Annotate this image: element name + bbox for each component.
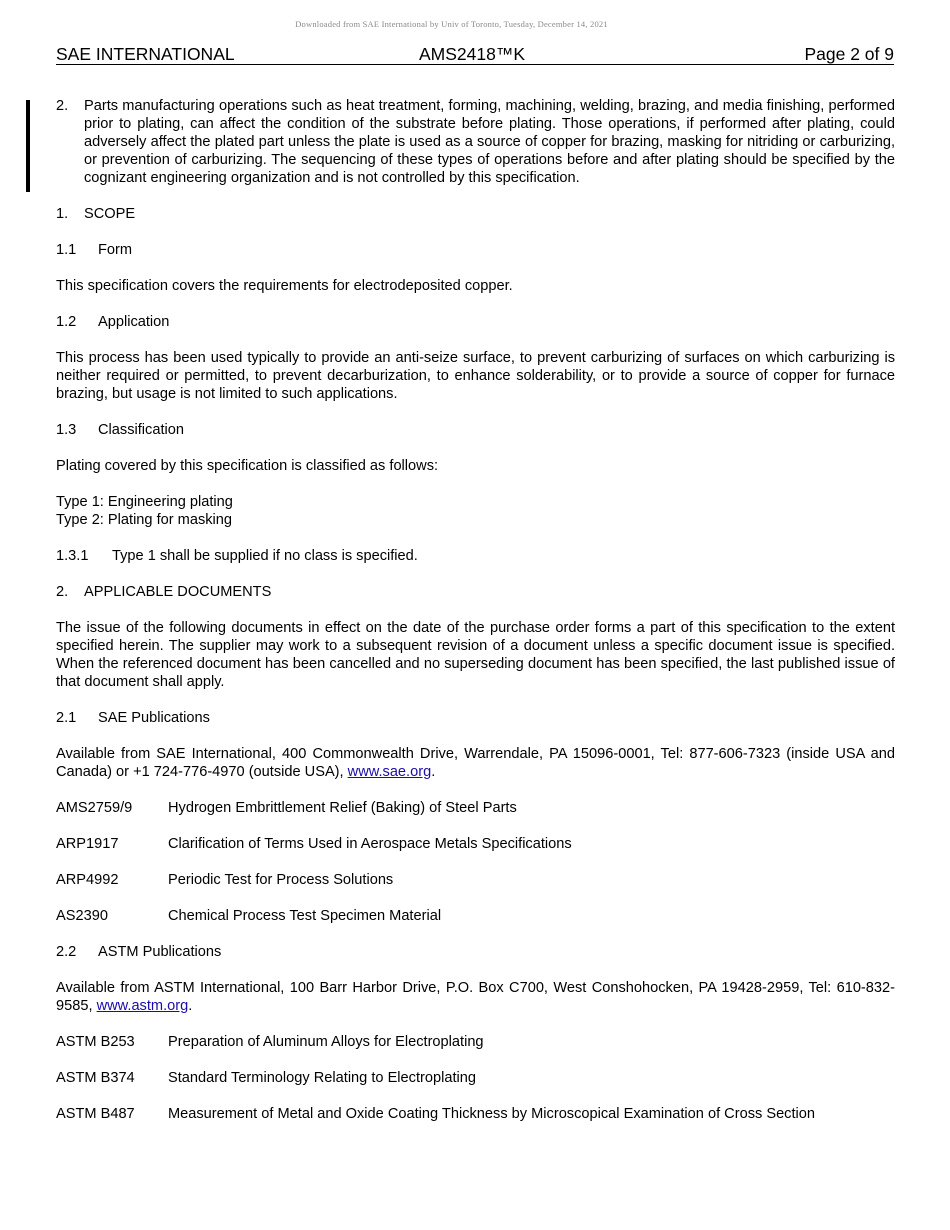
type-1: Type 1: Engineering plating [56, 494, 233, 510]
section-1-3-heading [56, 421, 895, 439]
reference-title: Measurement of Metal and Oxide Coating Thickness by Microscopical Examination of Cross Section [168, 1106, 816, 1122]
reference-row [56, 907, 895, 925]
note-2 [56, 97, 895, 187]
reference-title: Preparation of Aluminum Alloys for Electroplating [168, 1034, 484, 1050]
section-number: 1.1 [56, 242, 77, 258]
section-number: 1.3.1 [56, 548, 89, 564]
revision-change-bar [26, 100, 30, 192]
section-title: SAE Publications [98, 710, 210, 726]
section-number: 2.1 [56, 710, 77, 726]
reference-title: Hydrogen Embrittlement Relief (Baking) of Steel Parts [168, 800, 517, 816]
reference-code: ASTM B487 [56, 1106, 135, 1122]
reference-row [56, 1105, 895, 1123]
reference-code: ARP1917 [56, 836, 119, 852]
note-text: Parts manufacturing operations such as heat treatment, forming, machining, welding, brazing, and media finishing, performed prior to plating, can affect the condition of the substrate before plating. Those operations, if performed after plating, could adversely affect the plated part unless the plate is used as a source of copper for brazing, masking for nitriding or carburizing, or prevention of carburizing. The sequencing of these types of operations before and after plating should be specified by the cognizant engineering organization and is not controlled by this specification. [84, 98, 895, 186]
astm-reference-list [56, 1033, 895, 1123]
section-title: Classification [98, 422, 184, 438]
section-number: 2. [56, 584, 69, 600]
section-1-1-text: This specification covers the requirements for electrodeposited copper. [56, 278, 513, 294]
address-text: Available from SAE International, 400 Commonwealth Drive, Warrendale, PA 15096-0001, Tel: 877-606-7323 (inside USA and Canada) or +1 724-776-4970 (outside USA), [56, 746, 895, 780]
section-1-2-heading [56, 313, 895, 331]
sentence-end: . [431, 764, 436, 780]
section-1-3-text: Plating covered by this specification is classified as follows: [56, 458, 439, 474]
section-2-text: The issue of the following documents in effect on the date of the purchase order forms a part of this specification to the extent specified herein. The supplier may work to a subsequent revision of a document unless a specific document issue is specified. When the referenced document has been cancelled and no superseding document has been specified, the last published issue of that document shall apply. [56, 620, 895, 690]
reference-code: ASTM B374 [56, 1070, 135, 1086]
sae-reference-list [56, 799, 895, 925]
reference-row [56, 799, 895, 817]
reference-row [56, 1069, 895, 1087]
reference-row [56, 871, 895, 889]
note-number: 2. [56, 98, 69, 114]
section-text: Type 1 shall be supplied if no class is specified. [112, 548, 418, 564]
type-list [56, 493, 895, 529]
reference-code: ASTM B253 [56, 1034, 135, 1050]
reference-code: AS2390 [56, 908, 108, 924]
reference-row [56, 1033, 895, 1051]
reference-title: Periodic Test for Process Solutions [168, 872, 394, 888]
address-text: Available from ASTM International, 100 Barr Harbor Drive, P.O. Box C700, West Conshohocken, PA 19428-2959, Tel: 610-832-9585, [56, 980, 895, 1014]
page-header [56, 44, 894, 65]
section-title: SCOPE [84, 206, 136, 222]
sentence-end: . [188, 998, 193, 1014]
document-body [56, 97, 895, 1141]
section-number: 1.2 [56, 314, 77, 330]
reference-title: Standard Terminology Relating to Electroplating [168, 1070, 476, 1086]
section-1-1-heading [56, 241, 895, 259]
section-2-2-heading [56, 943, 895, 961]
reference-code: ARP4992 [56, 872, 119, 888]
section-1-3-1 [56, 547, 895, 565]
header-page-number: Page 2 of 9 [804, 44, 894, 64]
section-title: Application [98, 314, 170, 330]
section-number: 2.2 [56, 944, 77, 960]
section-2-1-heading [56, 709, 895, 727]
section-2-1-text [56, 745, 895, 781]
reference-title: Clarification of Terms Used in Aerospace Metals Specifications [168, 836, 572, 852]
section-title: Form [98, 242, 133, 258]
header-org: SAE INTERNATIONAL [56, 44, 235, 64]
reference-title: Chemical Process Test Specimen Material [168, 908, 442, 924]
type-2: Type 2: Plating for masking [56, 512, 233, 528]
reference-code: AMS2759/9 [56, 800, 133, 816]
header-doc-id: AMS2418™K [419, 44, 526, 64]
section-title: ASTM Publications [98, 944, 222, 960]
astm-website-link[interactable]: www.astm.org [96, 998, 189, 1014]
sae-website-link[interactable]: www.sae.org [347, 764, 432, 780]
section-number: 1. [56, 206, 69, 222]
reference-row [56, 835, 895, 853]
section-1-heading [56, 205, 895, 223]
section-1-2-text: This process has been used typically to provide an anti-seize surface, to prevent carburizing of surfaces on which carburizing is neither required or permitted, to prevent decarburization, to enhance solderability, or to provide a source of copper for furnace brazing, but usage is not limited to such applications. [56, 350, 895, 402]
section-title: APPLICABLE DOCUMENTS [84, 584, 272, 600]
section-2-2-text [56, 979, 895, 1015]
section-number: 1.3 [56, 422, 77, 438]
download-watermark: Downloaded from SAE International by Univ of Toronto, Tuesday, December 14, 2021 [295, 19, 608, 29]
section-2-heading [56, 583, 895, 601]
